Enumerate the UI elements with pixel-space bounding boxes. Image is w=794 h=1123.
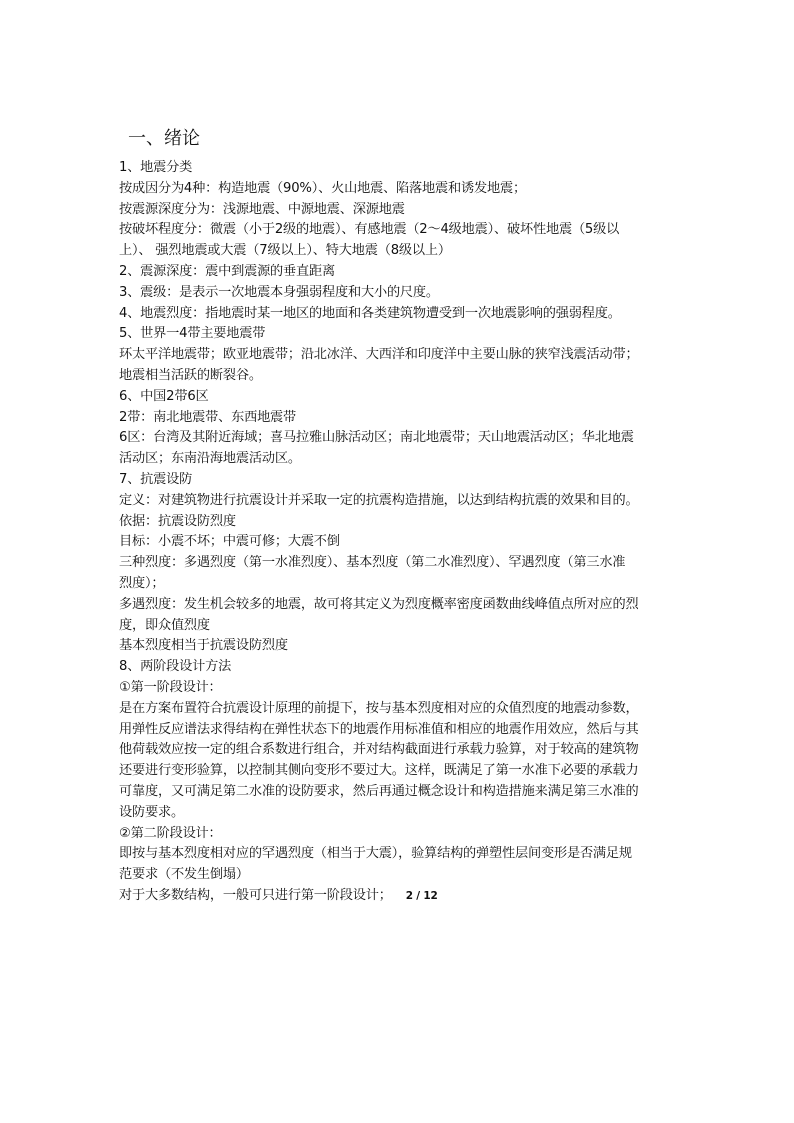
text-line: 是在方案布置符合抗震设计原理的前提下，按与基本烈度相对应的众值烈度的地震动参数， <box>119 700 639 716</box>
text-line: 基本烈度相当于抗震设防烈度 <box>119 638 288 654</box>
text-line: 用弹性反应谱法求得结构在弹性状态下的地震作用标准值和相应的地震作用效应，然后与其 <box>119 721 639 737</box>
text-line: 6区：台湾及其附近海域；喜马拉雅山脉活动区；南北地震带；天山地震活动区；华北地震 <box>119 430 634 446</box>
text-line: 8、两阶段设计方法 <box>119 659 232 675</box>
text-line: 依据：抗震设防烈度 <box>119 513 236 529</box>
text-line: 3、震级：是表示一次地震本身强弱程度和大小的尺度。 <box>119 284 439 300</box>
text-line: 活动区；东南沿海地震活动区。 <box>119 451 301 467</box>
text-line: 即按与基本烈度相对应的罕遇烈度（相当于大震），验算结构的弹塑性层间变形是否满足规 <box>119 846 632 862</box>
text-line: 按成因分为4种：构造地震（90%）、火山地震、陷落地震和诱发地震； <box>119 180 526 196</box>
text-line: 三种烈度：多遇烈度（第一水准烈度）、基本烈度（第二水准烈度）、罕遇烈度（第三水准 <box>119 555 626 571</box>
page-number: 2 / 12 <box>405 889 438 902</box>
text-line: 定义：对建筑物进行抗震设计并采取一定的抗震构造措施，以达到结构抗震的效果和目的。 <box>119 492 639 508</box>
text-line: 2带：南北地震带、东西地震带 <box>119 409 297 425</box>
text-line: 按破坏程度分：微震（小于2级的地震）、有感地震（2～4级地震）、破坏性地震（5级以 <box>119 222 620 238</box>
text-line: 6、中国2带6区 <box>119 388 209 404</box>
text-line: 5、世界一4带主要地震带 <box>119 326 266 342</box>
text-line: 还要进行变形验算，以控制其侧向变形不要过大。这样，既满足了第一水准下必要的承载力 <box>119 763 639 779</box>
text-line: 1、地震分类 <box>119 160 193 175</box>
text-line: 范要求（不发生倒塌） <box>119 867 249 883</box>
last-text-line <box>119 886 679 907</box>
section-title: 一、绪论 <box>128 128 200 149</box>
text-line: 多遇烈度：发生机会较多的地震，故可将其定义为烈度概率密度函数曲线峰值点所对应的烈 <box>119 596 639 612</box>
text-line: 目标：小震不坏；中震可修；大震不倒 <box>119 534 340 550</box>
text-line: 度，即众值烈度 <box>119 617 210 633</box>
text-line: 环太平洋地震带；欧亚地震带；沿北冰洋、大西洋和印度洋中主要山脉的狭窄浅震活动带； <box>119 347 639 363</box>
text-line: 可靠度，又可满足第二水准的设防要求，然后再通过概念设计和构造措施来满足第三水准的 <box>119 783 639 799</box>
text-line: 他荷载效应按一定的组合系数进行组合，并对结构截面进行承载力验算，对于较高的建筑物 <box>119 742 639 758</box>
text-line: 烈度）； <box>119 575 165 591</box>
text-line: 上）、 强烈地震或大震（7级以上）、特大地震（8级以上） <box>119 243 451 259</box>
text-line: 7、抗震设防 <box>119 471 193 487</box>
text-line: ①第一阶段设计： <box>119 679 222 695</box>
text-line: 地震相当活跃的断裂谷。 <box>119 367 262 383</box>
text-line: 2、震源深度：震中到震源的垂直距离 <box>119 263 335 279</box>
document-body <box>119 158 679 907</box>
text-line: 4、地震烈度：指地震时某一地区的地面和各类建筑物遭受到一次地震影响的强弱程度。 <box>119 305 621 321</box>
text-line: 按震源深度分为：浅源地震、中源地震、深源地震 <box>119 201 405 217</box>
text-line: 对于大多数结构，一般可只进行第一阶段设计； <box>119 887 392 903</box>
text-line: ②第二阶段设计： <box>119 825 222 841</box>
text-line: 设防要求。 <box>119 804 184 820</box>
